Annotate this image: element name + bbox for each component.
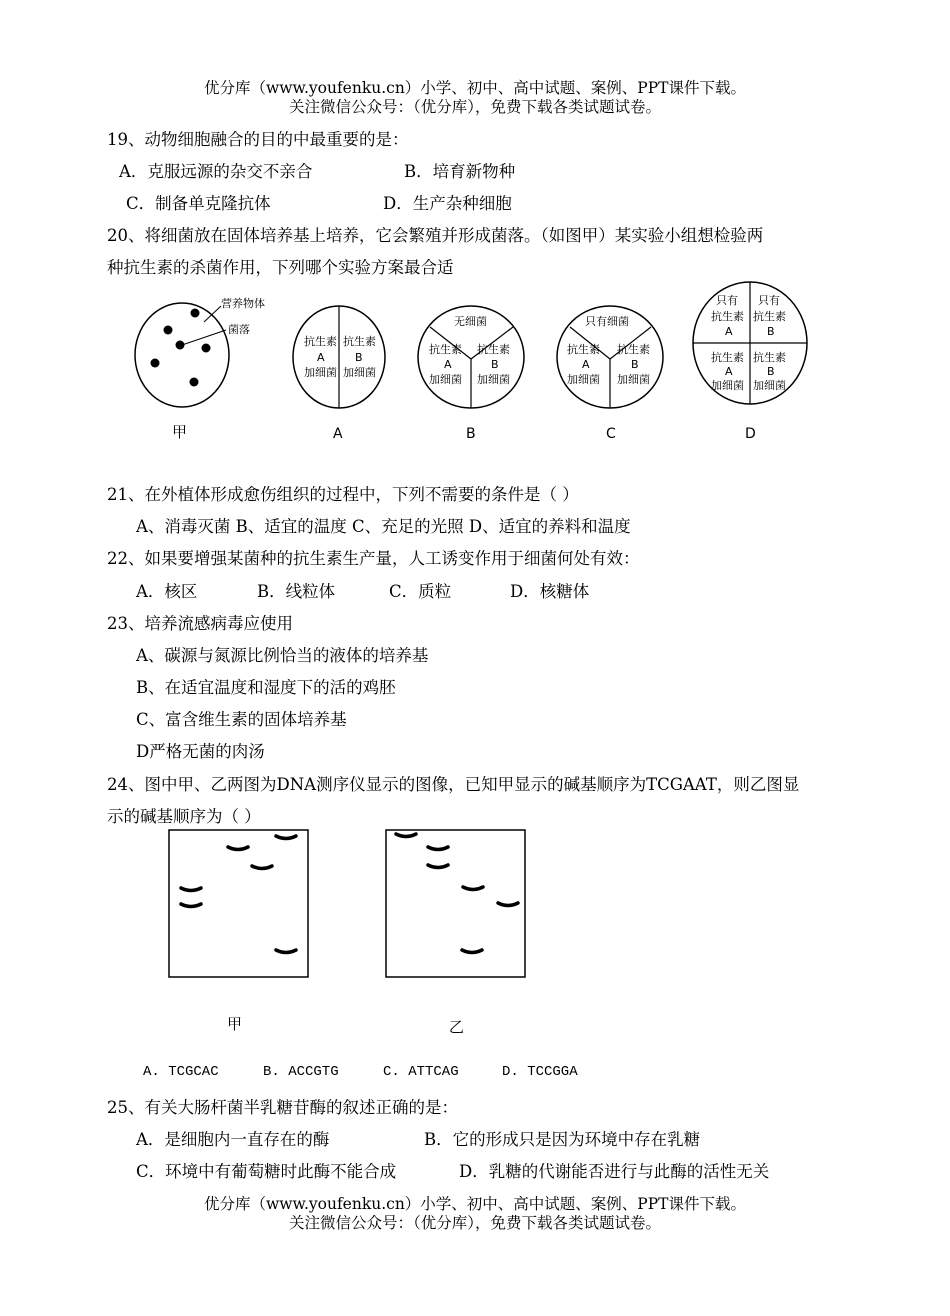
q20-stem-line-2: 种抗生素的杀菌作用，下列哪个实验方案最合适 <box>107 258 454 277</box>
band <box>181 888 201 891</box>
q22-option-c: C．质粒 <box>389 582 452 601</box>
figure-label: 加细菌 <box>711 379 744 392</box>
label-nutrient: 营养物体 <box>221 297 265 310</box>
caption-a: A <box>333 426 343 442</box>
figure-label: 加细菌 <box>343 366 376 379</box>
figure-label: 加细菌 <box>617 373 650 386</box>
figure-label: 抗生素 <box>304 335 337 348</box>
figure-label: A <box>725 325 733 338</box>
figure-label: 抗生素 <box>711 351 744 364</box>
band <box>462 950 482 953</box>
q23-stem: 23、培养流感病毒应使用 <box>107 614 293 633</box>
figure-label: A <box>444 358 452 371</box>
caption-b: B <box>466 426 476 442</box>
dish-b <box>418 306 524 442</box>
figure-label: 加细菌 <box>477 373 510 386</box>
q25-option-d: D．乳糖的代谢能否进行与此酶的活性无关 <box>459 1162 770 1181</box>
footer-line-2: 关注微信公众号：（优分库），免费下载各类试题试卷。 <box>288 1214 661 1232</box>
figure-label: 抗生素 <box>753 310 786 323</box>
q22-stem: 22、如果要增强某菌种的抗生素生产量，人工诱变作用于细菌何处有效： <box>107 549 640 568</box>
figure-label: B <box>767 365 775 378</box>
caption-c: C <box>606 426 616 442</box>
figure-label: 加细菌 <box>567 373 600 386</box>
band <box>428 865 448 868</box>
colony-dot <box>190 378 199 387</box>
figure-label: 抗生素 <box>711 310 744 323</box>
q24-option-b: B. ACCGTG <box>263 1064 339 1080</box>
q24-figure <box>0 825 950 1040</box>
q19-option-c: C．制备单克隆抗体 <box>126 194 271 213</box>
q24-stem-line-2: 示的碱基顺序为（ ） <box>107 807 261 826</box>
figure-label: 抗生素 <box>567 343 600 356</box>
q24-stem-line-1: 24、图中甲、乙两图为DNA测序仪显示的图像，已知甲显示的碱基顺序为TCGAAT，则乙图显 <box>107 775 800 794</box>
q24-option-c: C. ATTCAG <box>383 1064 459 1080</box>
figure-label: 抗生素 <box>617 343 650 356</box>
colony-dot <box>191 309 200 318</box>
q20-figure <box>0 275 950 455</box>
figure-label: B <box>767 325 775 338</box>
colony-dot <box>151 359 160 368</box>
figure-label: 抗生素 <box>343 335 376 348</box>
band <box>428 847 448 850</box>
figure-label: 抗生素 <box>477 343 510 356</box>
band <box>498 903 518 906</box>
figure-label: A <box>725 365 733 378</box>
q23-option-b: B、在适宜温度和湿度下的活的鸡胚 <box>136 678 396 697</box>
caption-jia: 甲 <box>227 1015 243 1033</box>
q25-option-a: A．是细胞内一直存在的酶 <box>136 1130 330 1149</box>
colony-dot <box>164 326 173 335</box>
q19-option-a: A．克服远源的杂交不亲合 <box>119 162 313 181</box>
figure-label: 只有细菌 <box>585 315 629 328</box>
q21-stem: 21、在外植体形成愈伤组织的过程中，下列不需要的条件是（ ） <box>107 485 579 504</box>
q23-option-d: D严格无菌的肉汤 <box>136 742 265 761</box>
figure-label: 加细菌 <box>753 379 786 392</box>
band <box>228 847 248 850</box>
band <box>181 904 201 907</box>
figure-label: 加细菌 <box>304 366 337 379</box>
q19-stem: 19、动物细胞融合的目的中最重要的是： <box>107 130 409 149</box>
figure-label: 只有 <box>758 294 780 307</box>
colony-dot <box>202 344 211 353</box>
q19-option-d: D．生产杂种细胞 <box>383 194 512 213</box>
header-line-2: 关注微信公众号：（优分库），免费下载各类试题试卷。 <box>288 98 661 116</box>
header-line-1: 优分库（www.youfenku.cn）小学、初中、高中试题、案例、PPT课件下载。 <box>203 79 747 97</box>
band <box>276 950 296 953</box>
figure-label: B <box>631 358 639 371</box>
q24-option-a: A. TCGCAC <box>143 1064 219 1080</box>
figure-label: 只有 <box>716 294 738 307</box>
q23-option-c: C、富含维生素的固体培养基 <box>136 710 347 729</box>
band <box>252 866 272 869</box>
caption-yi: 乙 <box>449 1018 465 1036</box>
q25-stem: 25、有关大肠杆菌半乳糖苷酶的叙述正确的是： <box>107 1098 458 1117</box>
gel-jia <box>169 830 308 977</box>
figure-label: A <box>582 358 590 371</box>
dish-c <box>557 306 663 442</box>
q22-option-a: A．核区 <box>136 582 198 601</box>
q23-option-a: A、碳源与氮源比例恰当的液体的培养基 <box>136 646 429 665</box>
q25-option-c: C．环境中有葡萄糖时此酶不能合成 <box>136 1162 397 1181</box>
footer-line-1: 优分库（www.youfenku.cn）小学、初中、高中试题、案例、PPT课件下载。 <box>203 1195 747 1213</box>
figure-label: 无细菌 <box>454 315 487 328</box>
q19-option-b: B．培育新物种 <box>404 162 516 181</box>
q25-option-b: B．它的形成只是因为环境中存在乳糖 <box>424 1130 701 1149</box>
q20-stem-line-1: 20、将细菌放在固体培养基上培养，它会繁殖并形成菌落。（如图甲）某实验小组想检验两 <box>107 226 764 245</box>
figure-label: B <box>355 351 363 364</box>
figure-label: B <box>491 358 499 371</box>
label-colony: 菌落 <box>228 323 250 336</box>
figure-label: 加细菌 <box>429 373 462 386</box>
figure-label: 抗生素 <box>753 351 786 364</box>
q21-options: A、消毒灭菌 B、适宜的温度 C、充足的光照 D、适宜的养料和温度 <box>136 517 631 536</box>
q22-option-b: B．线粒体 <box>257 582 336 601</box>
dish-d <box>693 282 807 442</box>
q24-option-d: D. TCCGGA <box>502 1064 578 1080</box>
caption-jia: 甲 <box>172 423 188 441</box>
band <box>396 834 416 837</box>
dish-a <box>293 306 385 442</box>
band <box>463 887 483 890</box>
figure-label: A <box>317 351 325 364</box>
caption-d: D <box>745 426 756 442</box>
figure-label: 抗生素 <box>429 343 462 356</box>
dish-jia <box>135 296 265 441</box>
q22-option-d: D．核糖体 <box>510 582 590 601</box>
band <box>276 836 296 839</box>
